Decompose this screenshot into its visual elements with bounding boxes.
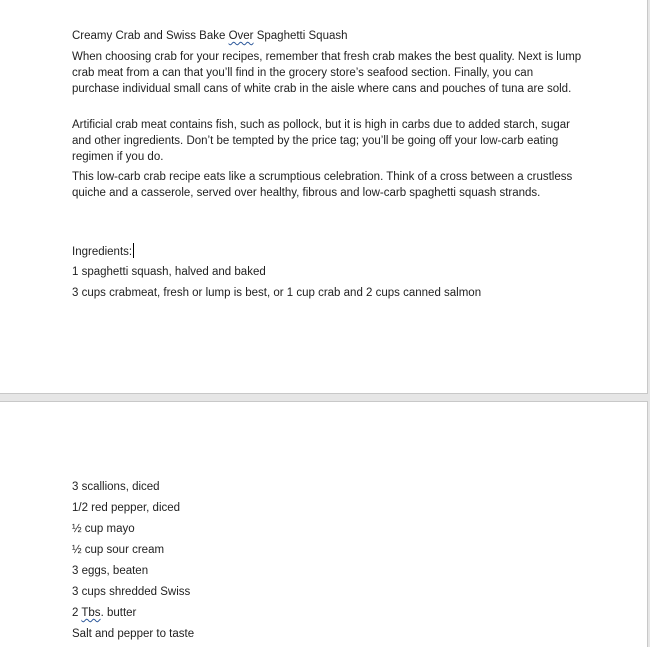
ingredient-item: ½ cup mayo <box>72 523 135 535</box>
spellcheck-flagged-word[interactable]: Over <box>228 30 254 42</box>
ingredient-item: ½ cup sour cream <box>72 544 165 556</box>
ingredient-item: 3 scallions, diced <box>72 481 160 493</box>
ingredient-item: 1 spaghetti squash, halved and baked <box>72 266 266 278</box>
document-page-2[interactable] <box>0 401 648 647</box>
ingredient-item: 3 eggs, beaten <box>72 565 149 577</box>
butter-quantity: 2 <box>72 607 82 619</box>
ingredients-heading-text: Ingredients: <box>72 246 133 258</box>
title-text-end: Spaghetti Squash <box>253 30 348 42</box>
spellcheck-flagged-word[interactable]: Tbs <box>81 607 101 619</box>
ingredient-item: 1/2 red pepper, diced <box>72 502 181 514</box>
paragraph-low-carb-recipe: This low-carb crab recipe eats like a scrumptious celebration. Think of a cross between a crustless quiche and a casserole, served over healthy, fibrous and low-carb spaghetti squash strands. <box>72 171 573 199</box>
paragraph-artificial-crab: Artificial crab meat contains fish, such as pollock, but it is high in carbs due to added starch, sugar and other ingredients. Don’t be tempted by the price tag; you’ll be going off your low-carb eating regimen if you do. <box>72 119 570 163</box>
ingredient-item: 3 cups shredded Swiss <box>72 586 191 598</box>
ingredient-item: Salt and pepper to taste <box>72 628 195 640</box>
ingredient-item: 3 cups crabmeat, fresh or lump is best, or 1 cup crab and 2 cups canned salmon <box>72 287 482 299</box>
text-cursor <box>133 243 134 258</box>
butter-text: . butter <box>100 607 137 619</box>
title-text-start: Creamy Crab and Swiss Bake <box>72 30 229 42</box>
ingredients-heading <box>72 243 134 260</box>
recipe-title <box>72 28 348 44</box>
ingredient-item-butter <box>72 605 136 621</box>
paragraph-fresh-crab: When choosing crab for your recipes, remember that fresh crab makes the best quality. Next is lump crab meat from a can that you’ll find in the grocery store’s seafood section. Finally, you can purchase individual small cans of white crab in the aisle where cans and pouches of tuna are sold. <box>72 51 582 95</box>
